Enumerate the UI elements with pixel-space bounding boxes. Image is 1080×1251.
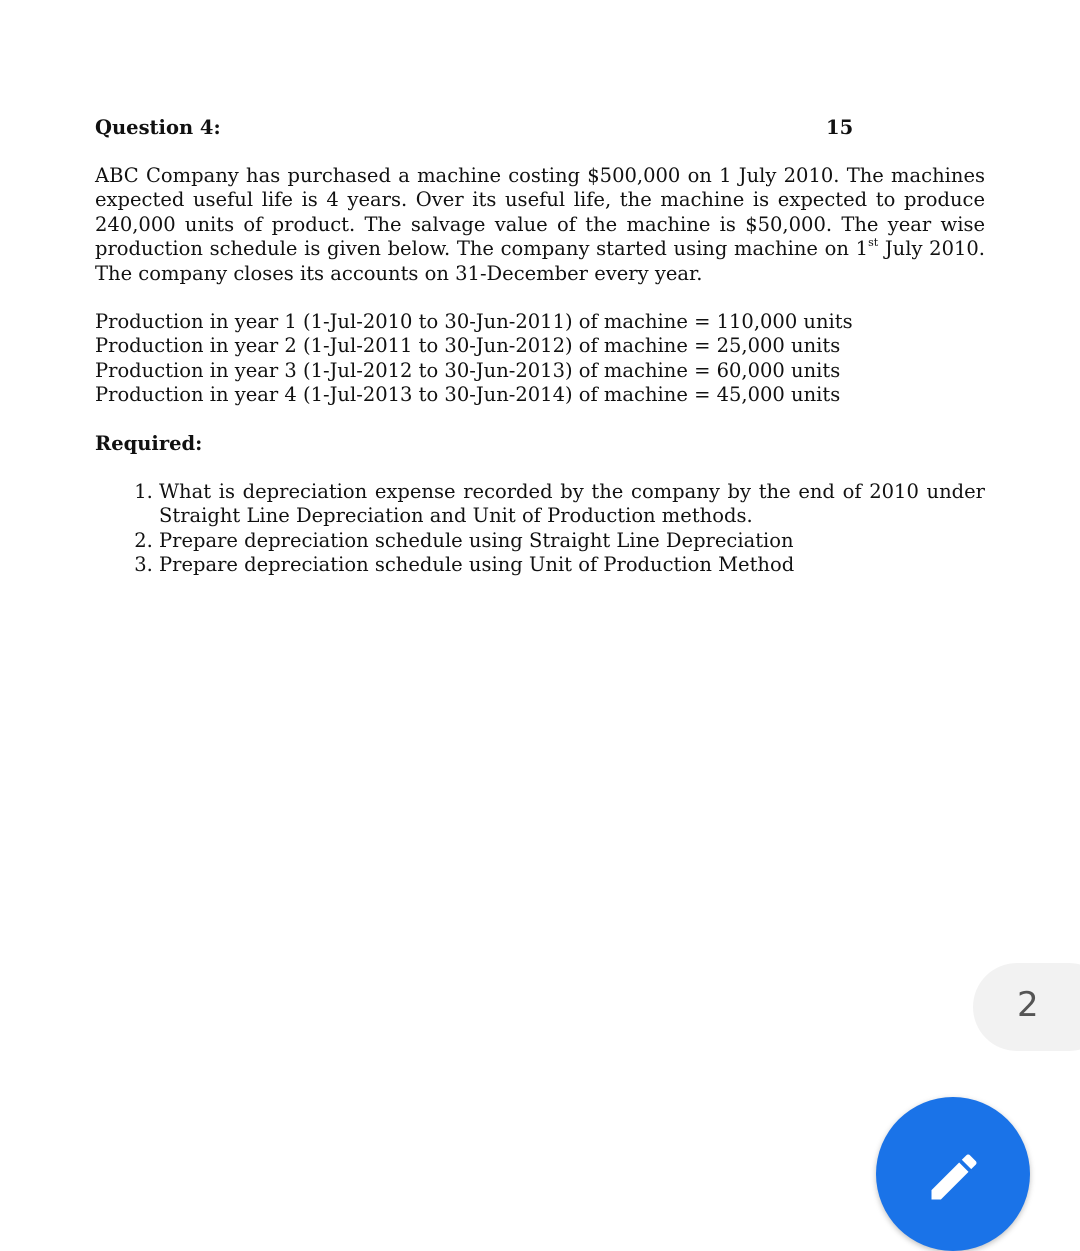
document-page <box>95 114 985 578</box>
required-item-1: 1. What is depreciation expense recorded by the company by the end of 2010 under Straight Line Depreciation and Unit of Production methods. <box>159 480 985 529</box>
production-line-4: Production in year 4 (1-Jul-2013 to 30-Jun-2014) of machine = 45,000 units <box>95 383 841 407</box>
page-number: 2 <box>1017 985 1039 1025</box>
production-line-3: Production in year 3 (1-Jul-2012 to 30-Jun-2013) of machine = 60,000 units <box>95 358 841 382</box>
question-marks: 15 <box>826 116 854 139</box>
page-number-indicator <box>973 963 1080 1051</box>
pencil-icon <box>924 1147 984 1207</box>
production-line-2: Production in year 2 (1-Jul-2011 to 30-Jun-2012) of machine = 25,000 units <box>95 334 841 358</box>
paragraph-text-start: ABC Company has purchased a machine costing $500,000 on 1 July 2010. The machines expected useful life is 4 years. Over its useful life, the machine is expected to produce 240,000 units of product. The salvage value of the machine is $50,000. The year wise production schedule is given below. The company started using machine on 1 <box>95 164 985 261</box>
paragraph-text-end: July 2010. The company closes its accounts on 31-December every year. <box>95 237 985 285</box>
edit-fab-button[interactable] <box>876 1097 1030 1251</box>
question-paragraph <box>95 164 985 286</box>
required-heading: Required: <box>95 431 203 455</box>
paragraph-superscript: st <box>868 236 879 250</box>
question-header <box>95 114 985 144</box>
production-line-1: Production in year 1 (1-Jul-2010 to 30-Jun-2011) of machine = 110,000 units <box>95 310 853 334</box>
required-list <box>95 480 985 578</box>
required-item-2: 2. Prepare depreciation schedule using Straight Line Depreciation <box>159 529 985 553</box>
production-schedule <box>95 310 985 408</box>
required-item-3: 3. Prepare depreciation schedule using Unit of Production Method <box>159 553 985 577</box>
question-title: Question 4: <box>95 116 221 139</box>
